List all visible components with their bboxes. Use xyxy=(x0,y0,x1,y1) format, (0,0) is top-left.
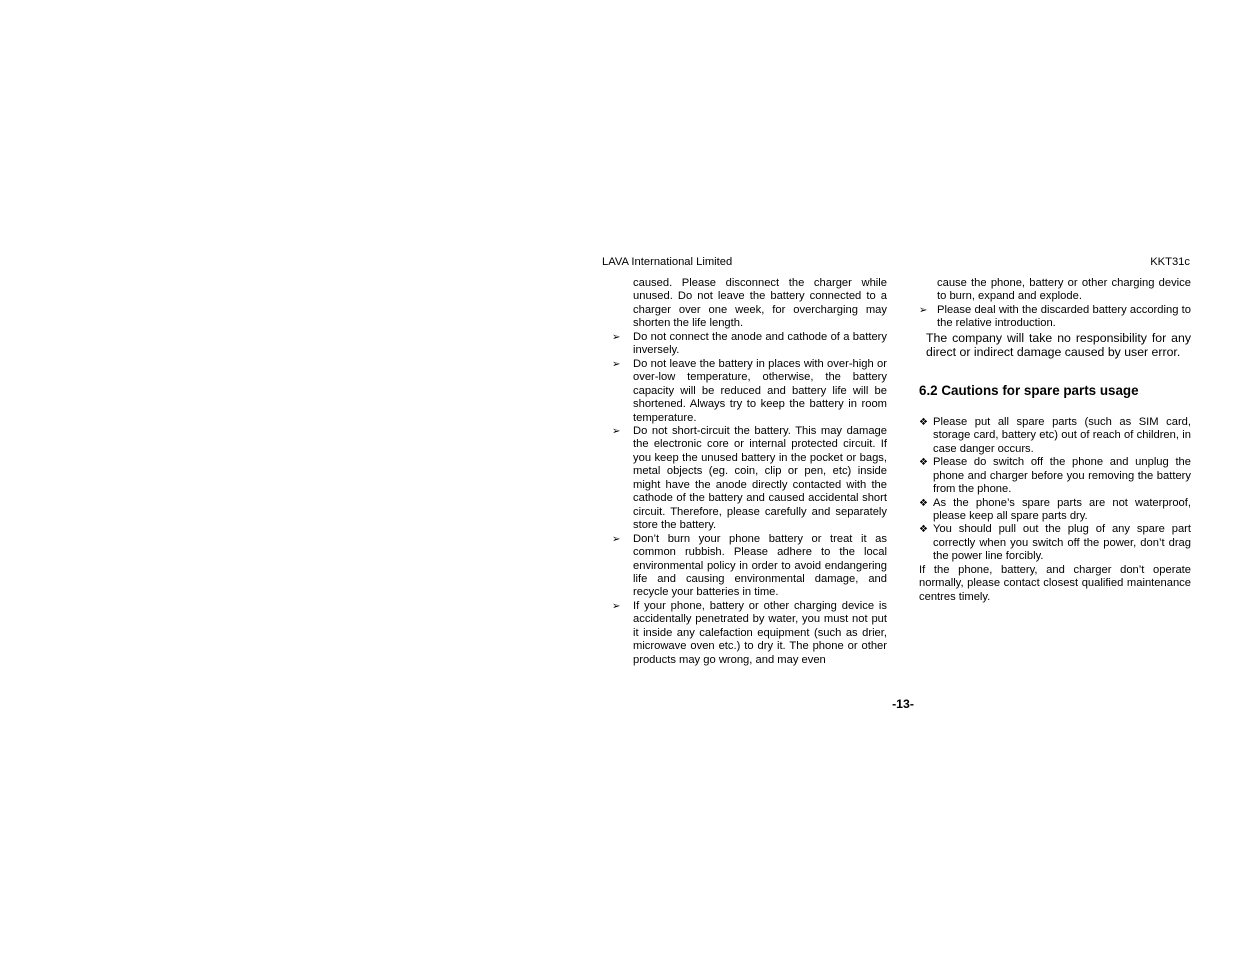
continuation-text: caused. Please disconnect the charger while unused. Do not leave the battery connected to a charger over one week, for overcharging may shorten the life length. xyxy=(633,277,887,330)
closing-text: If the phone, battery, and charger don’t operate normally, please contact closest qualified maintenance centres timely. xyxy=(919,563,1191,603)
list-item xyxy=(919,456,1191,496)
list-item xyxy=(612,425,887,533)
list-item-text: Do not connect the anode and cathode of a battery inversely. xyxy=(633,330,887,357)
diamond-bullet-icon: ❖ xyxy=(919,416,928,428)
disclaimer-text: The company will take no responsibility for any direct or indirect damage caused by user error. xyxy=(926,330,1191,359)
list-item xyxy=(919,304,1191,331)
list-item xyxy=(612,331,887,358)
list-item xyxy=(919,523,1191,563)
diamond-bullet-icon: ❖ xyxy=(919,497,928,509)
list-item-text: Please do switch off the phone and unplug the phone and charger before you removing the battery from the phone. xyxy=(933,456,1191,496)
list-item xyxy=(612,533,887,600)
list-item-text: Please put all spare parts (such as SIM card, storage card, battery etc) out of reach of children, in case danger occurs. xyxy=(933,415,1191,455)
list-item-text: You should pull out the plug of any spare part correctly when you switch off the power, don’t drag the power line forcibly. xyxy=(933,523,1191,563)
list-item xyxy=(919,416,1191,456)
header-company-name: LAVA International Limited xyxy=(602,256,733,268)
arrow-bullet-icon: ➢ xyxy=(612,425,621,437)
section-heading: 6.2 Cautions for spare parts usage xyxy=(919,382,1139,398)
list-item-text: Do not short-circuit the battery. This may damage the electronic core or internal protected circuit. If you keep the unused battery in the pocket or bags, metal objects (eg. coin, clip or pen, etc) inside might have the anode directly contacted with the cathode of the battery and caused accidental short circuit. Therefore, please carefully and separately store the battery. xyxy=(633,424,887,532)
list-item-text: Don’t burn your phone battery or treat it as common rubbish. Please adhere to the local environmental policy in order to avoid endangering life and causing environmental damage, and recycle your batteries in time. xyxy=(633,532,887,599)
caution-list xyxy=(919,416,1191,564)
diamond-bullet-icon: ❖ xyxy=(919,457,928,469)
arrow-bullet-icon: ➢ xyxy=(612,358,621,370)
list-item-text: Do not leave the battery in places with over-high or over-low temperature, otherwise, the battery capacity will be reduced and battery life will be shortened. Always try to keep the battery in room temperature. xyxy=(633,357,887,424)
arrow-bullet-icon: ➢ xyxy=(612,600,621,612)
list-item xyxy=(612,358,887,425)
right-column xyxy=(919,277,1191,604)
list-item-text: If your phone, battery or other charging device is accidentally penetrated by water, you must not put it inside any calefaction equipment (such as drier, microwave oven etc.) to dry it. The phone or other products may go wrong, and may even xyxy=(633,599,887,666)
arrow-bullet-icon: ➢ xyxy=(612,331,621,343)
arrow-bullet-icon: ➢ xyxy=(612,533,621,545)
arrow-bullet-icon: ➢ xyxy=(919,304,928,316)
arrow-list xyxy=(919,304,1191,331)
list-item-text: Please deal with the discarded battery according to the relative introduction. xyxy=(937,303,1191,330)
list-item-text: As the phone’s spare parts are not waterproof, please keep all spare parts dry. xyxy=(933,496,1191,522)
list-item xyxy=(612,600,887,667)
list-item xyxy=(919,497,1191,524)
page-number: -13- xyxy=(892,697,914,711)
left-column xyxy=(612,277,887,667)
diamond-bullet-icon: ❖ xyxy=(919,524,928,536)
header-model-code: KKT31c xyxy=(1150,256,1190,268)
continuation-text: cause the phone, battery or other charging device to burn, expand and explode. xyxy=(937,277,1191,303)
